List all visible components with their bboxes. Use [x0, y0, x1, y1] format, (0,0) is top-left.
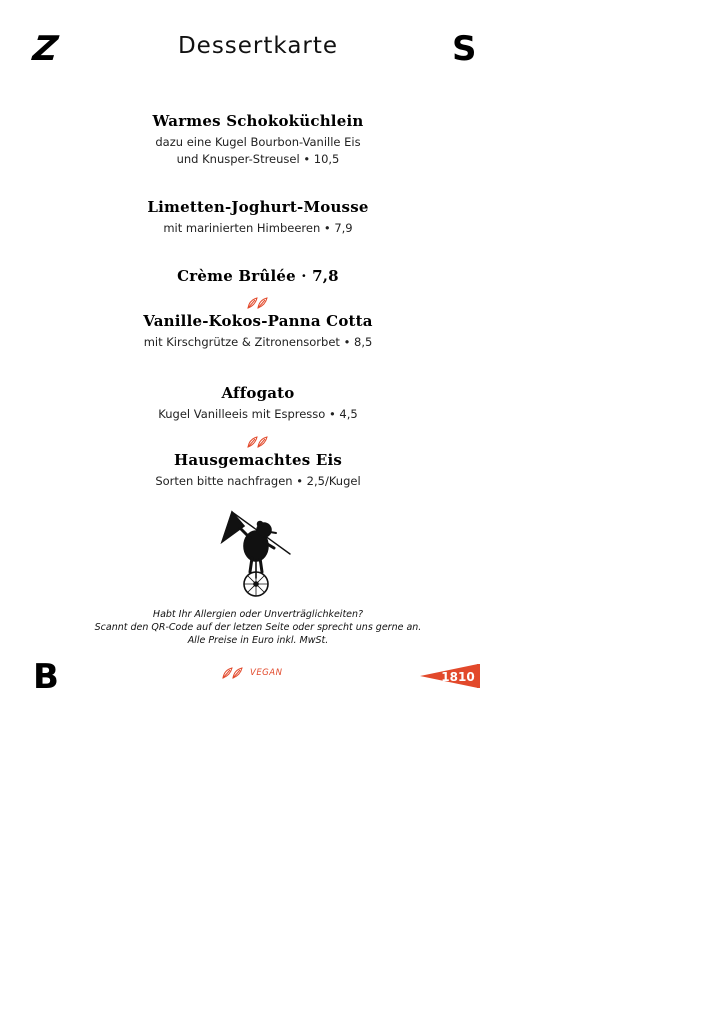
vegan-leaves-icon	[247, 436, 269, 448]
description-line: Kugel Vanilleeis mit Espresso • 4,5	[158, 407, 358, 421]
menu-item	[0, 297, 516, 351]
menu-item-description	[0, 134, 516, 168]
corner-letter-z: Z	[30, 29, 60, 69]
allergy-notice	[0, 608, 516, 647]
notice-line: Scannt den QR-Code auf der letzen Seite oder sprecht uns gerne an.	[94, 622, 422, 633]
menu-item-description	[0, 473, 516, 490]
menu-item-description	[0, 406, 516, 423]
pennant-1810-icon	[418, 662, 484, 690]
vegan-legend-label: VEGAN	[250, 668, 283, 678]
vegan-legend	[222, 667, 282, 679]
menu-item-name: Affogato	[221, 384, 295, 402]
bear-on-unicycle-icon	[214, 508, 298, 600]
menu-item-name: Warmes Schokoküchlein	[152, 112, 364, 130]
corner-letter-b: B	[33, 657, 59, 697]
menu-item	[0, 112, 516, 168]
description-line: Sorten bitte nachfragen • 2,5/Kugel	[155, 474, 361, 488]
page-title: Dessertkarte	[177, 33, 339, 59]
menu-item	[0, 198, 516, 237]
menu-item-name: Limetten-Joghurt-Mousse	[147, 198, 369, 216]
menu-item	[0, 384, 516, 423]
notice-line: Alle Preise in Euro inkl. MwSt.	[187, 635, 329, 646]
description-line: mit marinierten Himbeeren • 7,9	[163, 221, 353, 235]
pennant-text: 1810	[441, 670, 475, 684]
description-line: mit Kirschgrütze & Zitronensorbet • 8,5	[143, 335, 373, 349]
menu-item-name: Vanille-Kokos-Panna Cotta	[143, 312, 373, 330]
description-line: und Knusper-Streusel • 10,5	[176, 152, 340, 166]
vegan-leaves-icon	[247, 297, 269, 309]
menu-item-description	[0, 334, 516, 351]
menu-item-name: Crème Brûlée · 7,8	[177, 267, 339, 285]
menu-item	[0, 436, 516, 490]
menu-item	[0, 267, 516, 285]
description-line: dazu eine Kugel Bourbon-Vanille Eis	[155, 135, 361, 149]
menu-item-description	[0, 220, 516, 237]
corner-letter-s: S	[452, 29, 477, 69]
notice-line: Habt Ihr Allergien oder Unverträglichkeiten?	[152, 609, 364, 620]
menu-item-name: Hausgemachtes Eis	[173, 451, 343, 469]
vegan-leaves-icon	[222, 667, 244, 679]
